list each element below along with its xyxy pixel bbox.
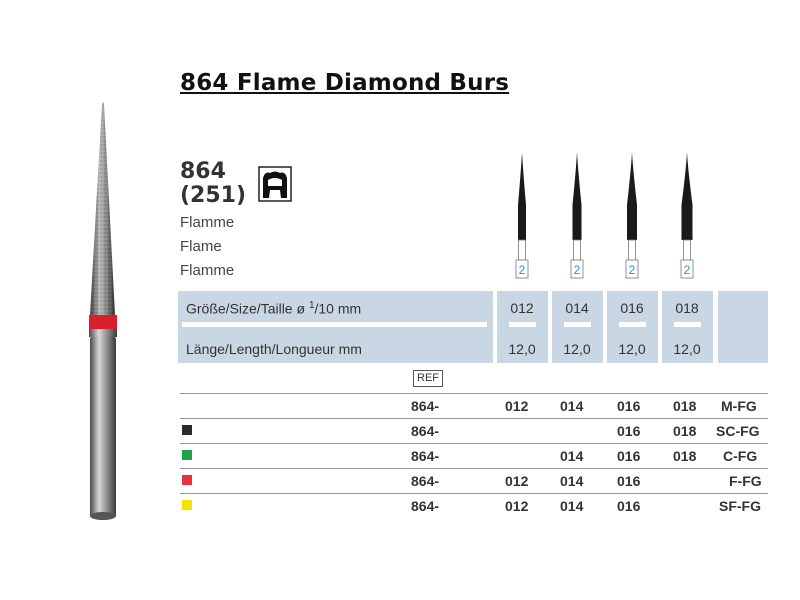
length-value: 12,0: [508, 341, 536, 357]
product-name-en: Flame: [180, 238, 222, 255]
row-divider: [180, 443, 768, 444]
product-name-de: Flamme: [180, 214, 235, 231]
bur-head-018-icon: [672, 150, 702, 280]
order-size: 014: [560, 448, 584, 464]
ref-label: REF: [413, 370, 443, 387]
shank-indicator: 2: [518, 263, 526, 277]
length-value: 12,0: [563, 341, 591, 357]
row-divider: [180, 418, 768, 419]
size-divider-014: [564, 322, 591, 327]
order-size: 018: [673, 423, 697, 439]
order-size: 014: [560, 473, 584, 489]
shank-indicator: 2: [573, 263, 581, 277]
page-title: 864 Flame Diamond Burs: [180, 70, 510, 96]
order-prefix: 864-: [411, 473, 440, 489]
order-size: 016: [617, 473, 641, 489]
grit-code: SC-FG: [716, 423, 760, 439]
bur-head-014-icon: [562, 150, 592, 280]
grit-code: SF-FG: [719, 498, 761, 514]
order-size: 012: [505, 498, 529, 514]
order-size: 012: [505, 398, 529, 414]
shank-indicator: 2: [683, 263, 691, 277]
shank-indicator: 2: [628, 263, 636, 277]
bur-head-012-icon: [507, 150, 537, 280]
order-size: 016: [617, 498, 641, 514]
size-value: 018: [675, 300, 699, 316]
label-divider: [182, 322, 487, 327]
size-label: Größe/Size/Taille ø $^1$/10 mm: [186, 300, 362, 317]
order-prefix: 864-: [411, 423, 440, 439]
grit-code: C-FG: [723, 448, 758, 464]
grit-code: M-FG: [721, 398, 757, 414]
grit-color-swatch-green: [182, 450, 192, 460]
order-size: 012: [505, 473, 529, 489]
order-size: 016: [617, 448, 641, 464]
size-value: 012: [510, 300, 534, 316]
order-size: 016: [617, 398, 641, 414]
order-size: 018: [673, 398, 697, 414]
size-divider-016: [619, 322, 646, 327]
length-value: 12,0: [673, 341, 701, 357]
order-prefix: 864-: [411, 448, 440, 464]
crown-preparation-icon: [258, 166, 292, 202]
order-prefix: 864-: [411, 398, 440, 414]
grit-code: F-FG: [729, 473, 762, 489]
order-size: 014: [560, 398, 584, 414]
grit-color-swatch-red: [182, 475, 192, 485]
iso-number: (251): [180, 183, 247, 208]
size-divider-018: [674, 322, 701, 327]
size-value: 016: [620, 300, 644, 316]
size-value: 014: [565, 300, 589, 316]
spec-panel-empty: [718, 291, 768, 363]
row-divider: [180, 393, 768, 394]
grit-color-swatch-yellow: [182, 500, 192, 510]
order-size: 014: [560, 498, 584, 514]
model-number: 864: [180, 159, 226, 184]
size-divider-012: [509, 322, 536, 327]
order-size: 018: [673, 448, 697, 464]
bur-photo: [80, 100, 130, 525]
length-value: 12,0: [618, 341, 646, 357]
grit-color-swatch-black: [182, 425, 192, 435]
row-divider: [180, 493, 768, 494]
order-prefix: 864-: [411, 498, 440, 514]
row-divider: [180, 468, 768, 469]
length-label: Länge/Length/Longueur mm: [186, 341, 362, 357]
bur-head-016-icon: [617, 150, 647, 280]
product-name-fr: Flamme: [180, 262, 235, 279]
order-size: 016: [617, 423, 641, 439]
